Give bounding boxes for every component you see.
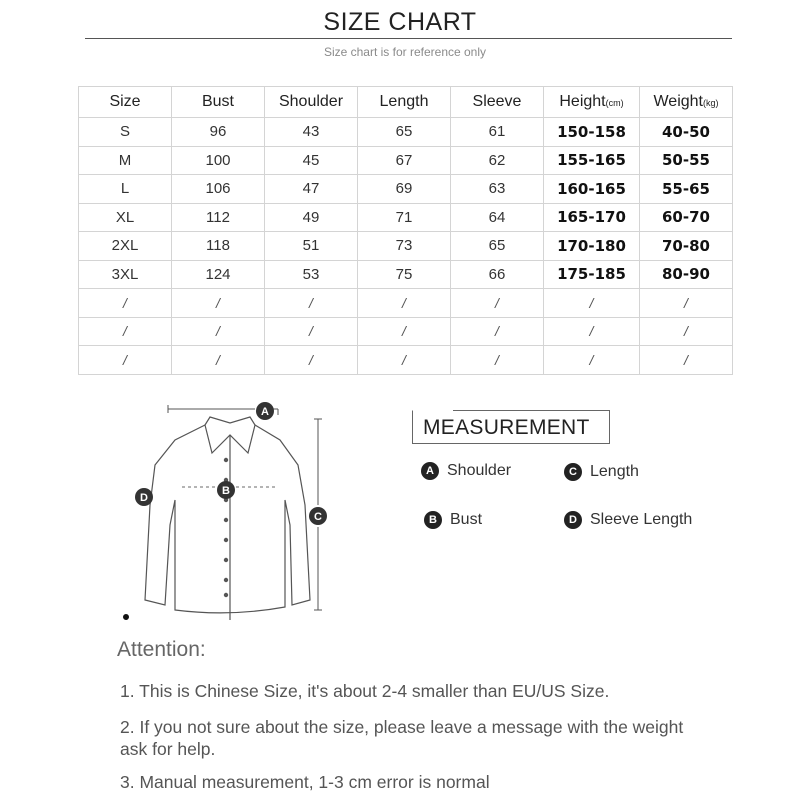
table-cell: 106 bbox=[172, 175, 265, 204]
table-cell: / bbox=[79, 317, 172, 346]
legend-item-sleeve-length bbox=[564, 511, 692, 529]
table-cell: 73 bbox=[358, 232, 451, 261]
table-cell: 71 bbox=[358, 203, 451, 232]
table-cell: 70-80 bbox=[640, 232, 733, 261]
column-header: Weight(kg) bbox=[640, 87, 733, 118]
table-cell: 80-90 bbox=[640, 260, 733, 289]
table-row bbox=[79, 203, 733, 232]
table-cell: 160-165 bbox=[544, 175, 640, 204]
table-cell: / bbox=[544, 289, 640, 318]
svg-text:B: B bbox=[222, 485, 230, 497]
badge-d-icon: D bbox=[564, 511, 582, 529]
attention-note-2: 2. If you not sure about the size, please leave a message with the weight ask for help. bbox=[120, 717, 684, 759]
table-cell: 155-165 bbox=[544, 146, 640, 175]
table-cell: 67 bbox=[358, 146, 451, 175]
table-cell: 2XL bbox=[79, 232, 172, 261]
table-cell: 53 bbox=[265, 260, 358, 289]
measurement-title: MEASUREMENT bbox=[423, 416, 590, 439]
legend-label: Bust bbox=[450, 511, 483, 528]
table-cell: 51 bbox=[265, 232, 358, 261]
legend-item-length bbox=[564, 463, 639, 481]
table-cell: / bbox=[265, 317, 358, 346]
measurement-box bbox=[412, 410, 610, 444]
table-cell: / bbox=[544, 317, 640, 346]
badge-b-icon: B bbox=[424, 511, 442, 529]
attention-note-1: 1. This is Chinese Size, it's about 2-4 smaller than EU/US Size. bbox=[120, 681, 610, 701]
table-cell: 100 bbox=[172, 146, 265, 175]
column-header: Shoulder bbox=[265, 87, 358, 118]
table-cell: 60-70 bbox=[640, 203, 733, 232]
column-header: Bust bbox=[172, 87, 265, 118]
table-cell: / bbox=[79, 346, 172, 375]
page-title: SIZE CHART bbox=[323, 8, 477, 36]
table-cell: / bbox=[640, 317, 733, 346]
column-header: Length bbox=[358, 87, 451, 118]
page-subtitle: Size chart is for reference only bbox=[323, 45, 487, 59]
table-cell: 69 bbox=[358, 175, 451, 204]
table-row bbox=[79, 146, 733, 175]
table-cell: 118 bbox=[172, 232, 265, 261]
table-cell: 175-185 bbox=[544, 260, 640, 289]
table-cell: 75 bbox=[358, 260, 451, 289]
table-cell: M bbox=[79, 146, 172, 175]
table-cell: 61 bbox=[451, 118, 544, 147]
column-header: Sleeve bbox=[451, 87, 544, 118]
table-cell: / bbox=[640, 346, 733, 375]
svg-text:D: D bbox=[140, 492, 148, 504]
table-cell: 40-50 bbox=[640, 118, 733, 147]
table-cell: 65 bbox=[358, 118, 451, 147]
table-cell: / bbox=[265, 346, 358, 375]
table-cell: S bbox=[79, 118, 172, 147]
legend-item-shoulder bbox=[421, 462, 511, 480]
table-cell: 55-65 bbox=[640, 175, 733, 204]
table-cell: / bbox=[451, 346, 544, 375]
table-cell: 96 bbox=[172, 118, 265, 147]
column-header: Size bbox=[79, 87, 172, 118]
table-cell: 170-180 bbox=[544, 232, 640, 261]
attention-note-3: 3. Manual measurement, 1-3 cm error is normal bbox=[120, 772, 490, 792]
shirt-diagram bbox=[120, 395, 340, 630]
table-cell: 150-158 bbox=[544, 118, 640, 147]
table-row bbox=[79, 289, 733, 318]
table-row bbox=[79, 317, 733, 346]
table-cell: / bbox=[265, 289, 358, 318]
badge-a-icon: A bbox=[421, 462, 439, 480]
marker-a-icon bbox=[256, 402, 274, 420]
table-cell: / bbox=[172, 346, 265, 375]
column-header: Height(cm) bbox=[544, 87, 640, 118]
attention-title: Attention: bbox=[117, 638, 206, 661]
table-cell: / bbox=[79, 289, 172, 318]
table-cell: 65 bbox=[451, 232, 544, 261]
table-cell: 63 bbox=[451, 175, 544, 204]
table-cell: / bbox=[451, 317, 544, 346]
table-cell: 50-55 bbox=[640, 146, 733, 175]
table-cell: L bbox=[79, 175, 172, 204]
table-cell: 43 bbox=[265, 118, 358, 147]
table-row bbox=[79, 260, 733, 289]
svg-text:C: C bbox=[314, 511, 322, 523]
legend-label: Sleeve Length bbox=[590, 511, 693, 528]
svg-text:A: A bbox=[261, 406, 269, 418]
table-row bbox=[79, 118, 733, 147]
table-cell: / bbox=[358, 289, 451, 318]
table-cell: / bbox=[172, 317, 265, 346]
badge-c-icon: C bbox=[564, 463, 582, 481]
table-cell: / bbox=[358, 317, 451, 346]
title-divider bbox=[85, 38, 732, 39]
table-row bbox=[79, 346, 733, 375]
table-cell: / bbox=[172, 289, 265, 318]
table-cell: 49 bbox=[265, 203, 358, 232]
table-cell: / bbox=[358, 346, 451, 375]
marker-b-icon bbox=[217, 481, 235, 499]
table-row bbox=[79, 175, 733, 204]
table-cell: 124 bbox=[172, 260, 265, 289]
legend-label: Shoulder bbox=[447, 462, 512, 479]
table-cell: 112 bbox=[172, 203, 265, 232]
marker-d-icon bbox=[135, 488, 153, 506]
legend-item-bust bbox=[424, 511, 482, 529]
table-header-row bbox=[79, 87, 733, 118]
table-row bbox=[79, 232, 733, 261]
table-cell: 47 bbox=[265, 175, 358, 204]
size-table bbox=[78, 86, 733, 375]
table-cell: 66 bbox=[451, 260, 544, 289]
table-cell: 64 bbox=[451, 203, 544, 232]
table-cell: XL bbox=[79, 203, 172, 232]
table-cell: 62 bbox=[451, 146, 544, 175]
table-cell: 165-170 bbox=[544, 203, 640, 232]
table-cell: / bbox=[640, 289, 733, 318]
table-cell: 45 bbox=[265, 146, 358, 175]
table-cell: / bbox=[544, 346, 640, 375]
marker-c-icon bbox=[309, 507, 327, 525]
table-cell: 3XL bbox=[79, 260, 172, 289]
legend-label: Length bbox=[590, 463, 639, 480]
table-cell: / bbox=[451, 289, 544, 318]
